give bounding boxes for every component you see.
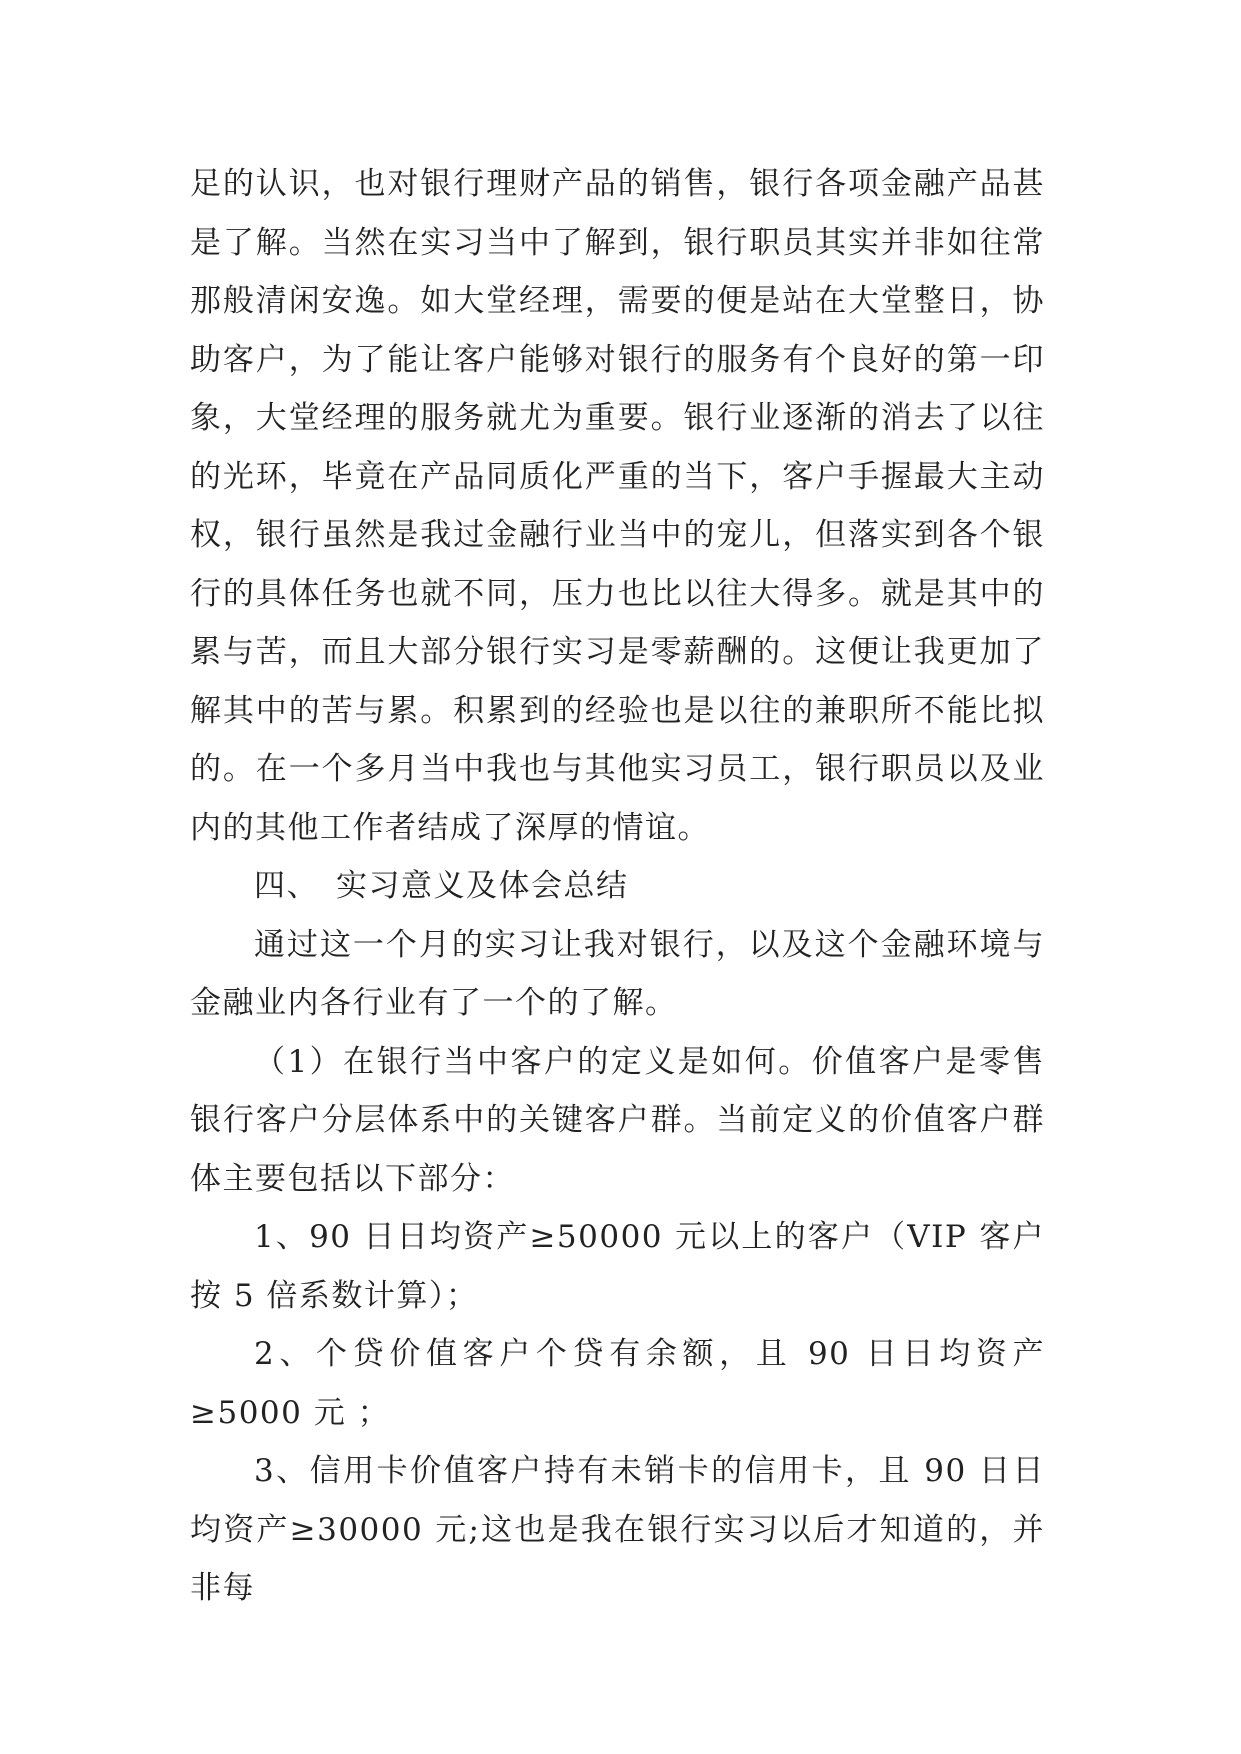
list-item-2: 2、个贷价值客户个贷有余额，且 90 日日均资产≥5000 元 ； xyxy=(190,1336,1045,1431)
document-body xyxy=(190,155,1045,1618)
section-title: 实习意义及体会总结 xyxy=(336,868,629,904)
paragraph-definition: （1）在银行当中客户的定义是如何。价值客户是零售银行客户分层体系中的关键客户群。当前定义的价值客户群体主要包括以下部分： xyxy=(190,1043,1045,1197)
section-number: 四、 xyxy=(254,868,319,904)
section-heading xyxy=(190,857,1045,916)
list-item-3: 3、信用卡价值客户持有未销卡的信用卡，且 90 日日均资产≥30000 元;这也是我在银行实习以后才知道的，并非每 xyxy=(190,1453,1045,1606)
paragraph-intro: 通过这一个月的实习让我对银行，以及这个金融环境与金融业内各行业有了一个的了解。 xyxy=(190,926,1045,1021)
list-item-1: 1、90 日日均资产≥50000 元以上的客户（VIP 客户按 5 倍系数计算）； xyxy=(190,1219,1045,1314)
paragraph-continuation: 足的认识，也对银行理财产品的销售，银行各项金融产品甚是了解。当然在实习当中了解到，银行职员其实并非如往常那般清闲安逸。如大堂经理，需要的便是站在大堂整日，协助客户，为了能让客户能够对银行的服务有个良好的第一印象，大堂经理的服务就尤为重要。银行业逐渐的消去了以往的光环，毕竟在产品同质化严重的当下，客户手握最大主动权，银行虽然是我过金融行业当中的宠儿，但落实到各个银行的具体任务也就不同，压力也比以往大得多。就是其中的累与苦，而且大部分银行实习是零薪酬的。这便让我更加了解其中的苦与累。积累到的经验也是以往的兼职所不能比拟的。在一个多月当中我也与其他实习员工，银行职员以及业内的其他工作者结成了深厚的情谊。 xyxy=(190,166,1045,846)
